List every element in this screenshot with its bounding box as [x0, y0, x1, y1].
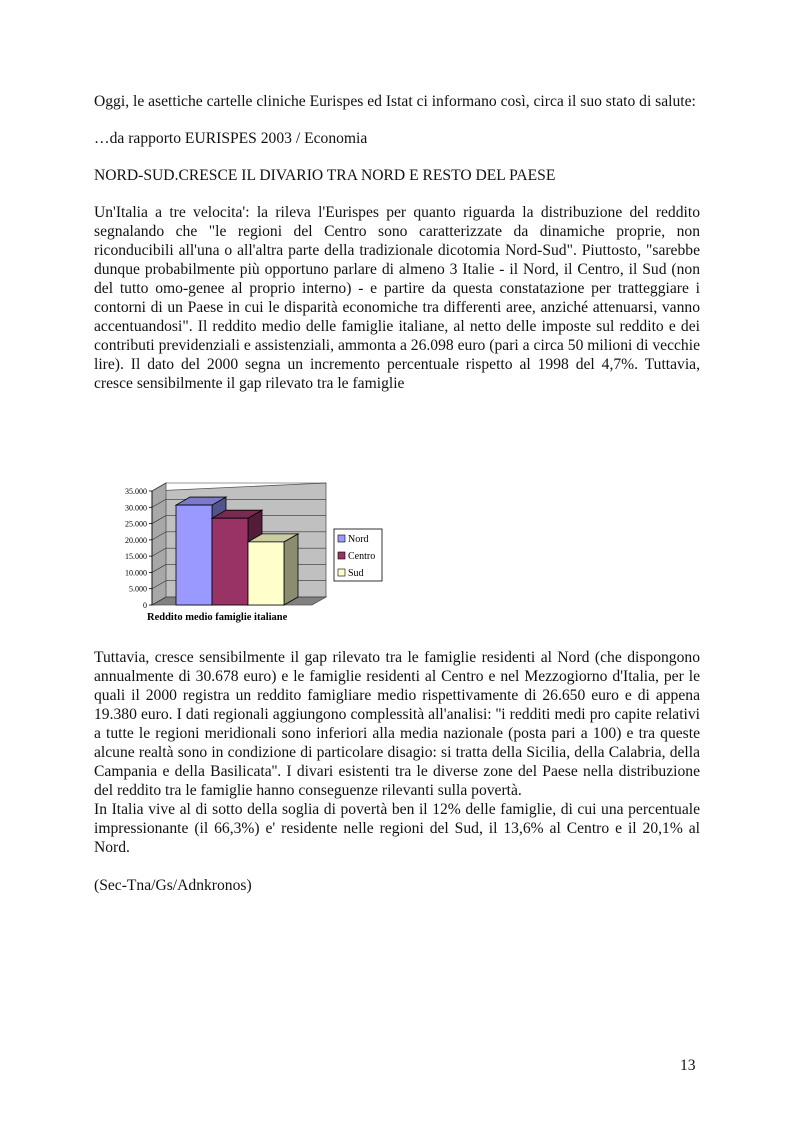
credit-line: (Sec-Tna/Gs/Adnkronos) — [94, 877, 252, 894]
y-tick-label: 25.000 — [125, 519, 147, 529]
legend-swatch-nord — [338, 535, 345, 542]
bar-sud — [248, 542, 284, 605]
y-tick-label: 5.000 — [129, 584, 147, 594]
page-body — [94, 92, 700, 393]
chart-svg — [94, 478, 394, 628]
income-bar-chart — [94, 478, 394, 628]
bar-centro — [212, 518, 248, 605]
intro-paragraph: Oggi, le asettiche cartelle cliniche Eurispes ed Istat ci informano così, circa il suo stato di salute: — [94, 93, 696, 110]
legend-label-sud: Sud — [348, 568, 364, 579]
body-paragraph-1: Un'Italia a tre velocita': la rileva l'Eurispes per quanto riguarda la distribuzione del reddito segnalando che "le regioni del Centro sono caratterizzate da dinamiche proprie, non riconducibili all'una o all'altra parte della tradizionale dicotomia Nord-Sud". Piuttosto, "sarebbe dunque probabilmente più opportuno parlare di almeno 3 Italie - il Nord, il Centro, il Sud (non del tutto omo-genee al proprio interno) - e partire da questa constatazione per tratteggiare i contorni di un Paese in cui le disparità economiche tra differenti aree, anziché attenuarsi, vanno accentuandosi". Il reddito medio delle famiglie italiane, al netto delle imposte sul reddito e dei contributi previdenziali e assistenziali, ammonta a 26.098 euro (pari a circa 50 milioni di vecchie lire). Il dato del 2000 segna un incremento percentuale rispetto al 1998 del 4,7%. Tuttavia, cresce sensibilmente il gap rilevato tra le famiglie — [94, 204, 700, 392]
bar-sud-side — [284, 534, 298, 605]
legend-label-nord: Nord — [348, 534, 369, 545]
source-line: …da rapporto EURISPES 2003 / Economia — [94, 130, 368, 147]
y-tick-label: 15.000 — [125, 552, 147, 562]
bar-nord — [176, 505, 212, 605]
body-paragraph-3: In Italia vive al di sotto della soglia di povertà ben il 12% delle famiglie, di cui una percentuale impressionante (il 66,3%) e' residente nelle regioni del Sud, il 13,6% al Centro e il 20,1% al Nord. — [94, 801, 700, 856]
section-heading: NORD-SUD.CRESCE IL DIVARIO TRA NORD E RESTO DEL PAESE — [94, 167, 556, 184]
y-tick-label: 20.000 — [125, 535, 147, 545]
chart-side-wall — [152, 483, 166, 605]
y-tick-label: 10.000 — [125, 568, 147, 578]
page-body-continued — [94, 648, 700, 895]
legend-swatch-centro — [338, 552, 345, 559]
y-tick-label: 0 — [143, 601, 147, 610]
y-tick-label: 30.000 — [125, 503, 147, 513]
page-number: 13 — [680, 1057, 696, 1074]
body-paragraph-2: Tuttavia, cresce sensibilmente il gap rilevato tra le famiglie residenti al Nord (che dispongono annualmente di 30.678 euro) e le famiglie residenti al Centro e nel Mezzogiorno d'Italia, per le quali il 2000 registra un reddito famigliare medio rispettivamente di 26.650 euro e di appena 19.380 euro. I dati regionali aggiungono complessità all'analisi: ''i redditi medi pro capite relativi a tutte le regioni meridionali sono inferiori alla media nazionale (posta pari a 100) e tra queste alcune realtà sono in condizione di particolare disagio: si tratta della Sicilia, della Calabria, della Campania e della Basilicata''. I divari esistenti tra le diverse zone del Paese nella distribuzione del reddito tra le famiglie hanno conseguenze rilevanti sulla povertà. — [94, 649, 700, 799]
chart-title: Reddito medio famiglie italiane — [147, 612, 288, 623]
legend-label-centro: Centro — [348, 551, 376, 562]
y-tick-label: 35.000 — [125, 487, 147, 496]
legend-swatch-sud — [338, 569, 345, 576]
